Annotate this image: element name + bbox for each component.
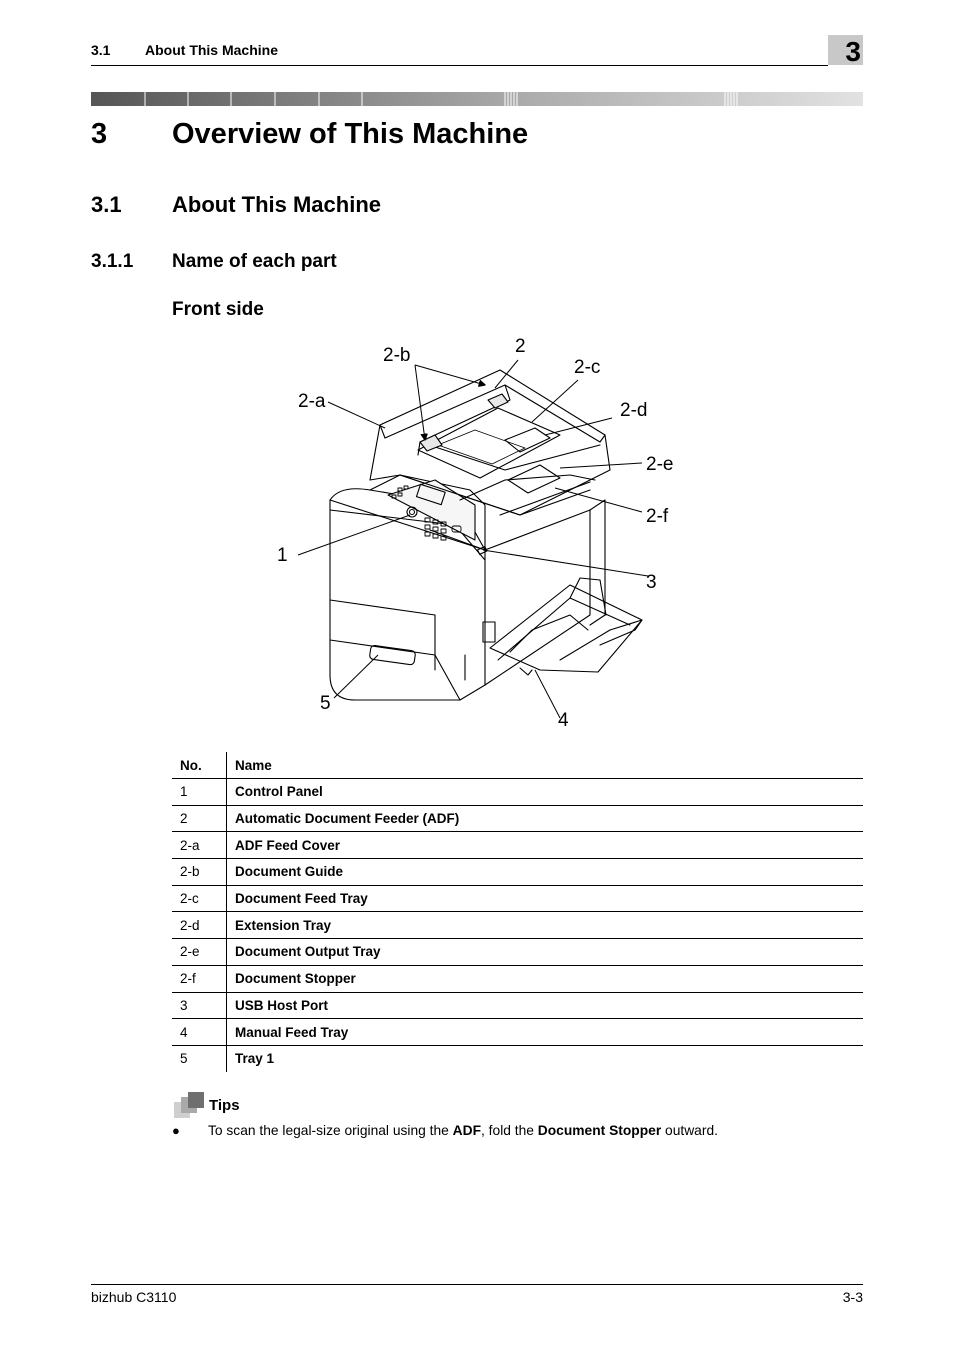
header-rule	[91, 65, 828, 66]
footer-page-number: 3-3	[842, 1289, 863, 1305]
callout-5: 5	[320, 693, 331, 714]
part-number: 2-d	[172, 912, 227, 939]
section-number: 3.1	[91, 192, 122, 217]
part-number: 3	[172, 992, 227, 1019]
footer-product: bizhub C3110	[91, 1289, 177, 1305]
tip-text-part: To scan the legal-size original using the	[208, 1123, 453, 1138]
tip-text-part: outward.	[661, 1123, 718, 1138]
part-number: 2-e	[172, 939, 227, 966]
part-name: Extension Tray	[227, 912, 864, 939]
tip-bold-adf: ADF	[452, 1123, 482, 1138]
part-name: USB Host Port	[227, 992, 864, 1019]
front-side-heading: Front side	[172, 299, 264, 320]
part-name: Manual Feed Tray	[227, 1019, 864, 1046]
table-row	[172, 992, 863, 1019]
table-row	[172, 912, 863, 939]
table-row	[172, 1019, 863, 1046]
section-title: About This Machine	[172, 192, 381, 217]
callout-3: 3	[646, 572, 657, 593]
table-row	[172, 965, 863, 992]
subsection-title: Name of each part	[172, 251, 337, 272]
decorative-bar	[91, 92, 863, 106]
chapter-title: Overview of This Machine	[172, 118, 529, 150]
part-number: 1	[172, 779, 227, 806]
callout-2: 2	[515, 336, 526, 357]
subsection-number: 3.1.1	[91, 251, 134, 272]
callout-2c: 2-c	[574, 357, 601, 378]
machine-illustration	[270, 330, 690, 740]
tip-text-part: , fold the	[481, 1123, 538, 1138]
part-number: 2-c	[172, 885, 227, 912]
part-name: Document Stopper	[227, 965, 864, 992]
part-name: Automatic Document Feeder (ADF)	[227, 805, 864, 832]
table-row	[172, 805, 863, 832]
bullet-icon: ●	[172, 1123, 180, 1138]
part-number: 2-f	[172, 965, 227, 992]
part-number: 2	[172, 805, 227, 832]
callout-4: 4	[558, 710, 569, 731]
part-name: Document Feed Tray	[227, 885, 864, 912]
part-name: ADF Feed Cover	[227, 832, 864, 859]
table-row	[172, 939, 863, 966]
part-name: Document Guide	[227, 859, 864, 886]
callout-leaders	[270, 330, 690, 740]
chapter-number: 3	[91, 118, 108, 150]
parts-table	[172, 752, 863, 1072]
tips-label: Tips	[209, 1097, 240, 1114]
callout-2e: 2-e	[646, 454, 674, 475]
table-header-row	[172, 752, 863, 779]
part-number: 2-b	[172, 859, 227, 886]
part-number: 5	[172, 1045, 227, 1071]
tips-icon	[172, 1090, 208, 1120]
callout-2f: 2-f	[646, 506, 669, 527]
table-row	[172, 859, 863, 886]
column-header-no: No.	[172, 752, 227, 779]
chapter-tab: 3	[828, 35, 863, 65]
part-number: 4	[172, 1019, 227, 1046]
table-row	[172, 885, 863, 912]
callout-2a: 2-a	[298, 391, 326, 412]
part-name: Control Panel	[227, 779, 864, 806]
header-section-title: About This Machine	[145, 42, 278, 58]
header-section-number: 3.1	[91, 42, 111, 58]
part-name: Tray 1	[235, 1051, 275, 1067]
tip-bold-document-stopper: Document Stopper	[537, 1123, 662, 1138]
part-number: 2-a	[172, 832, 227, 859]
callout-2b: 2-b	[383, 345, 411, 366]
column-header-name: Name	[227, 752, 864, 779]
footer-rule	[91, 1284, 863, 1285]
tip-text	[208, 1123, 718, 1138]
callout-1: 1	[277, 545, 288, 566]
table-row	[172, 779, 863, 806]
callout-2d: 2-d	[620, 400, 648, 421]
part-name: Document Output Tray	[227, 939, 864, 966]
table-row	[172, 832, 863, 859]
table-row	[172, 1045, 863, 1071]
